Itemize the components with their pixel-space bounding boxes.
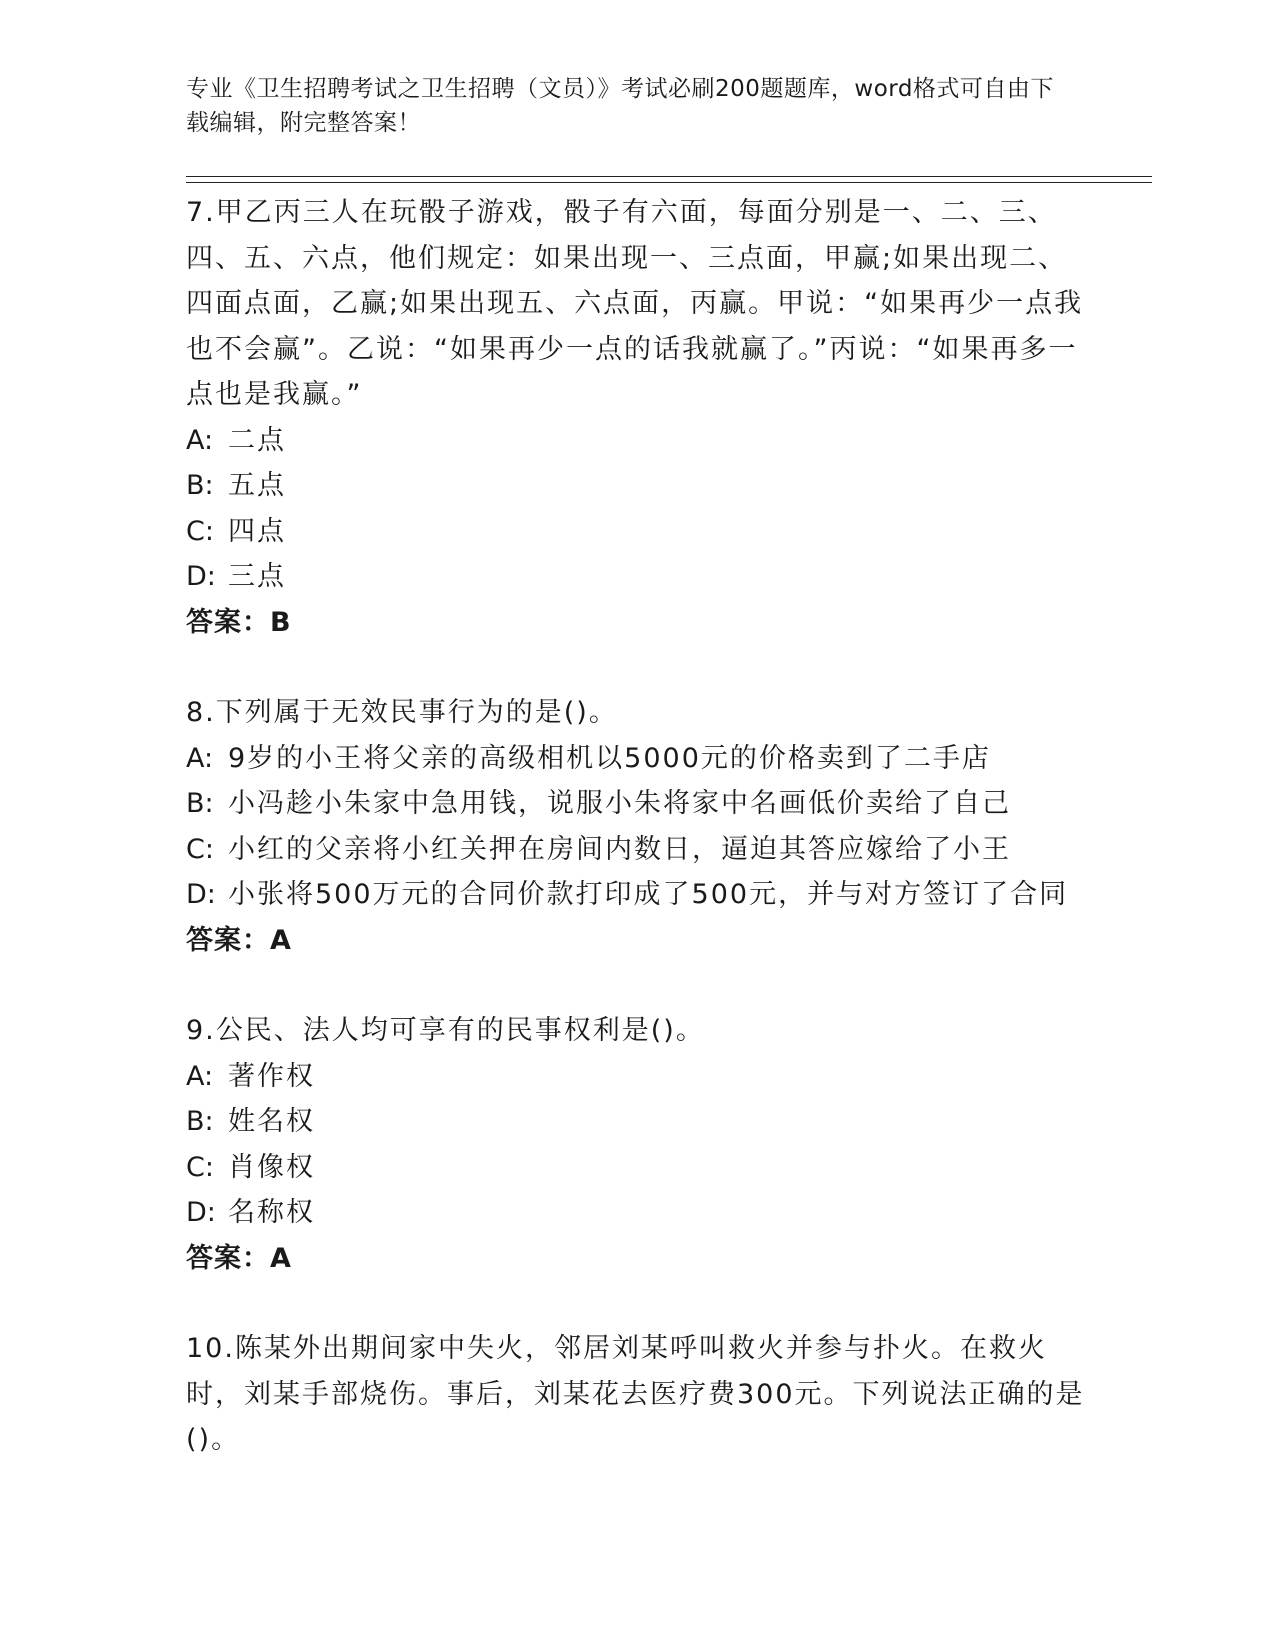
- question-8: [186, 690, 1086, 963]
- question-stem: 9.公民、法人均可享有的民事权利是()。: [186, 1015, 705, 1046]
- option-label: A:: [186, 742, 214, 774]
- spacer: [186, 1281, 1086, 1326]
- option-d: [186, 1190, 1086, 1236]
- option-text: 9岁的小王将父亲的高级相机以5000元的价格卖到了二手店: [228, 742, 991, 774]
- question-stem: 10.陈某外出期间家中失火，邻居刘某呼叫救火并参与扑火。在救火时，刘某手部烧伤。事后，刘某花去医疗费300元。下列说法正确的是()。: [186, 1333, 1085, 1455]
- option-label: C:: [186, 833, 214, 865]
- option-a: [186, 418, 1086, 464]
- question-10: [186, 1326, 1086, 1463]
- document-header: 专业《卫生招聘考试之卫生招聘（文员）》考试必刷200题题库，word格式可自由下载编辑，附完整答案！: [186, 76, 1054, 136]
- option-c: [186, 827, 1086, 873]
- option-label: C:: [186, 1151, 214, 1183]
- option-text: 二点: [228, 424, 286, 456]
- option-text: 三点: [228, 561, 286, 592]
- header-divider-bottom: [186, 182, 1152, 183]
- option-label: D:: [186, 1197, 216, 1228]
- option-text: 五点: [228, 470, 286, 501]
- option-text: 小冯趁小朱家中急用钱，说服小朱将家中名画低价卖给了自己: [228, 788, 1011, 819]
- option-label: D:: [186, 561, 216, 592]
- option-text: 肖像权: [228, 1151, 315, 1183]
- option-text: 四点: [228, 515, 286, 547]
- question-stem: 7.甲乙丙三人在玩骰子游戏，骰子有六面，每面分别是一、二、三、四、五、六点，他们规定：如果出现一、三点面，甲赢;如果出现二、四面点面，乙赢;如果出现五、六点面，丙赢。甲说：“如果再少一点我也不会赢”。乙说：“如果再少一点的话我就赢了。”丙说：“如果再多一点也是我赢。”: [186, 197, 1084, 410]
- answer-line: 答案：A: [186, 1242, 292, 1274]
- spacer: [186, 963, 1086, 1008]
- option-b: [186, 463, 1086, 509]
- spacer: [186, 645, 1086, 690]
- question-7: [186, 190, 1086, 645]
- option-label: A:: [186, 1060, 214, 1092]
- answer-line: 答案：A: [186, 924, 292, 956]
- question-9: [186, 1008, 1086, 1281]
- option-c: [186, 1145, 1086, 1191]
- option-text: 姓名权: [228, 1106, 315, 1137]
- question-stem: 8.下列属于无效民事行为的是()。: [186, 697, 618, 728]
- option-b: [186, 1099, 1086, 1145]
- answer-line: 答案：B: [186, 606, 292, 638]
- option-d: [186, 554, 1086, 600]
- option-a: [186, 736, 1086, 782]
- option-label: B:: [186, 788, 214, 819]
- question-list: [186, 190, 1086, 1463]
- header-divider-top: [186, 176, 1152, 177]
- option-label: B:: [186, 470, 214, 501]
- option-d: [186, 872, 1086, 918]
- option-a: [186, 1054, 1086, 1100]
- option-label: B:: [186, 1106, 214, 1137]
- option-label: A:: [186, 424, 214, 456]
- option-b: [186, 781, 1086, 827]
- option-text: 著作权: [228, 1060, 315, 1092]
- option-label: C:: [186, 515, 214, 547]
- option-text: 小红的父亲将小红关押在房间内数日，逼迫其答应嫁给了小王: [228, 833, 1011, 865]
- option-c: [186, 509, 1086, 555]
- option-text: 名称权: [228, 1197, 315, 1228]
- option-text: 小张将500万元的合同价款打印成了500元，并与对方签订了合同: [228, 879, 1069, 910]
- option-label: D:: [186, 879, 216, 910]
